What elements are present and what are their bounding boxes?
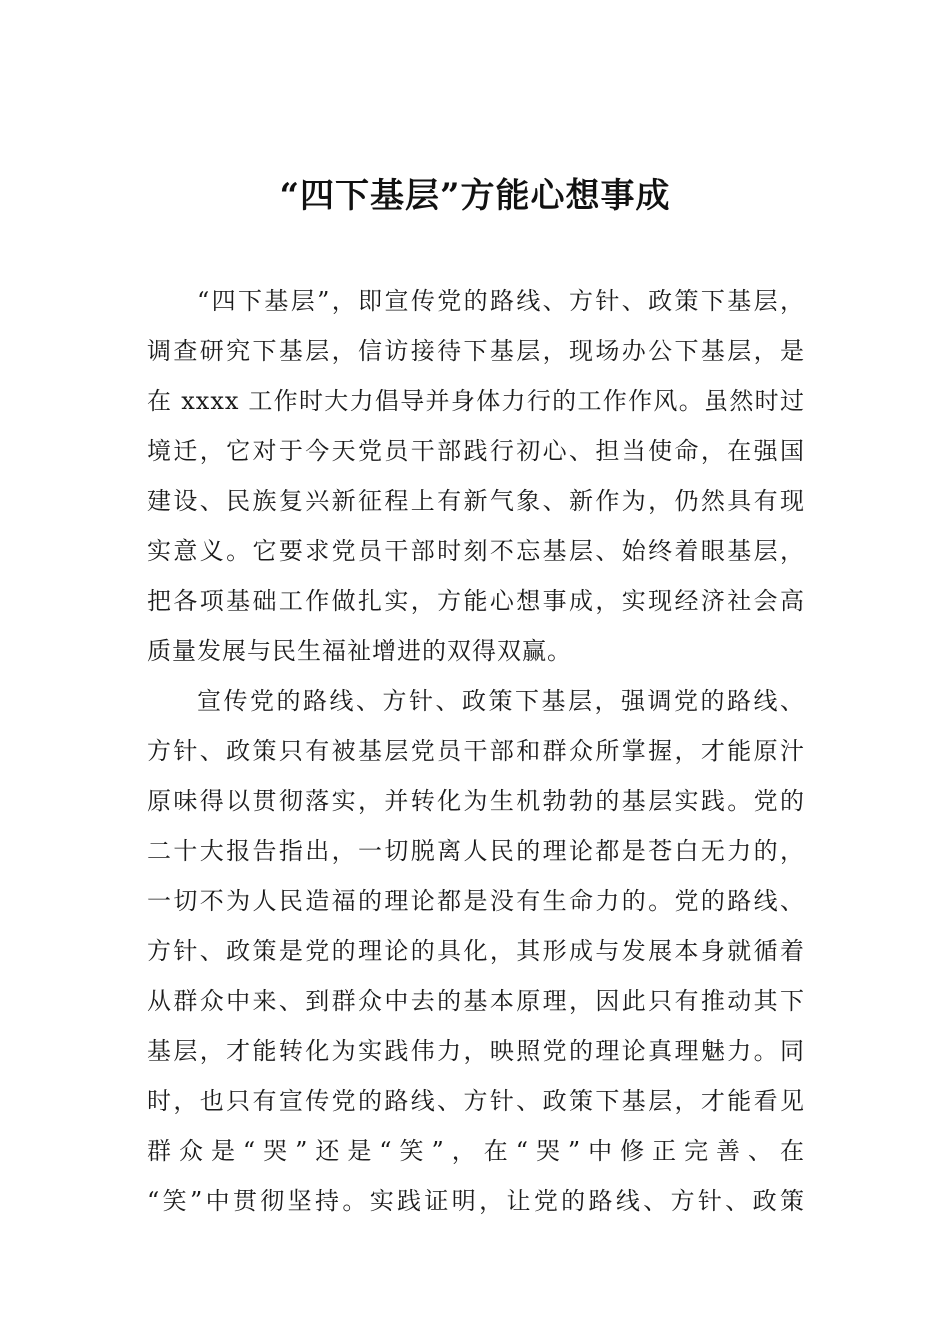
text-line: “笑”中贯彻坚持。实践证明，让党的路线、方针、政策 [147,1187,805,1215]
text-line: 原味得以贯彻落实，并转化为生机勃勃的基层实践。党的 [147,787,805,815]
text-line: 基层，才能转化为实践伟力，映照党的理论真理魅力。同 [147,1037,805,1065]
text-line: “四下基层”，即宣传党的路线、方针、政策下基层， [197,287,805,315]
text-line: 时，也只有宣传党的路线、方针、政策下基层，才能看见 [147,1087,805,1115]
text-line: 把各项基础工作做扎实，方能心想事成，实现经济社会高 [147,587,805,615]
text-line: 群众是“哭”还是“笑”，在“哭”中修正完善、在 [147,1137,805,1165]
paragraph-1 [147,276,805,676]
document-title: “四下基层”方能心想事成 [279,176,671,216]
text-line: 方针、政策是党的理论的具化，其形成与发展本身就循着 [147,937,805,965]
text-line: 调查研究下基层，信访接待下基层，现场办公下基层，是 [147,337,805,365]
text-line: 方针、政策只有被基层党员干部和群众所掌握，才能原汁 [147,737,805,765]
text-line: 实意义。它要求党员干部时刻不忘基层、始终着眼基层， [147,537,805,565]
text-line: 建设、民族复兴新征程上有新气象、新作为，仍然具有现 [147,487,805,515]
text-line: 境迁，它对于今天党员干部践行初心、担当使命，在强国 [147,437,805,465]
document-body [147,276,805,1226]
text-line: 一切不为人民造福的理论都是没有生命力的。党的路线、 [147,887,805,915]
text-line: 在 xxxx 工作时大力倡导并身体力行的工作作风。虽然时过 [147,387,805,415]
text-line: 宣传党的路线、方针、政策下基层，强调党的路线、 [197,687,805,715]
text-line: 从群众中来、到群众中去的基本原理，因此只有推动其下 [147,987,805,1015]
text-line: 质量发展与民生福祉增进的双得双赢。 [147,637,572,665]
text-line: 二十大报告指出，一切脱离人民的理论都是苍白无力的， [147,837,805,865]
paragraph-2 [147,676,805,1226]
